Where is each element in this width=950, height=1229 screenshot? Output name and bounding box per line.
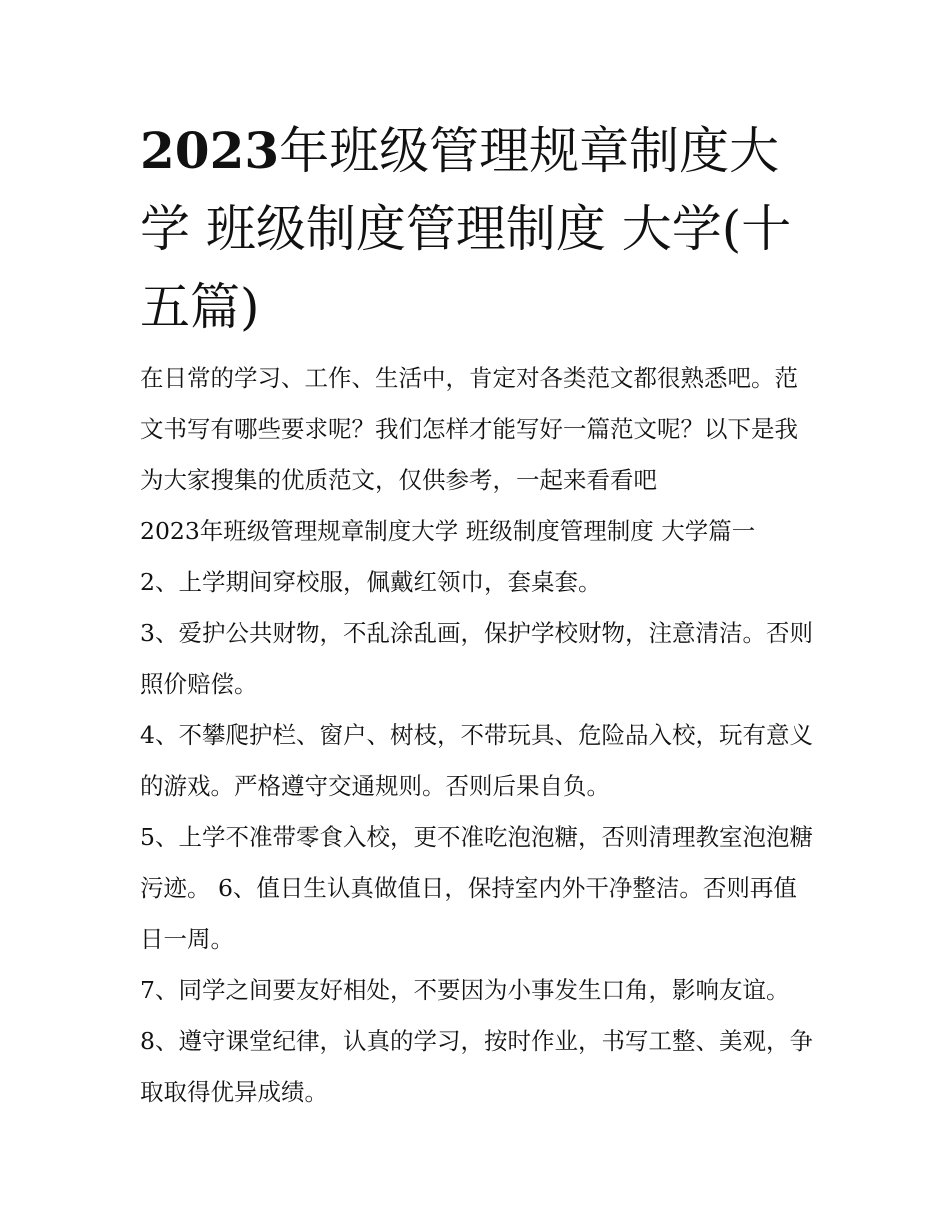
rule-item-2: 2、上学期间穿校服，佩戴红领巾，套桌套。 <box>140 568 602 596</box>
title-year: 2023 <box>140 121 280 180</box>
rule-item-7-8: 7、同学之间要友好相处，不要因为小事发生口角，影响友谊。 8、遵守课堂纪律，认真的学习，按时作业，书写工整、美观，争取取得优异成绩。 <box>140 976 813 1106</box>
document-body <box>140 353 820 1118</box>
document-title <box>140 112 820 346</box>
rule-item-3: 3、爱护公共财物，不乱涂乱画，保护学校财物，注意清洁。否则照价赔偿。 <box>140 619 813 698</box>
title-text: 年班级管理规章制度大学 班级制度管理制度 大学(十五篇) <box>140 122 792 336</box>
section-heading: 2023年班级管理规章制度大学 班级制度管理制度 大学篇一 <box>140 517 756 545</box>
rule-item-5-6: 5、上学不准带零食入校，更不准吃泡泡糖，否则清理教室泡泡糖污迹。 6、值日生认真做值日，保持室内外干净整洁。否则再值日一周。 <box>140 823 813 953</box>
intro-paragraph: 在日常的学习、工作、生活中，肯定对各类范文都很熟悉吧。范文书写有哪些要求呢？我们怎样才能写好一篇范文呢？以下是我为大家搜集的优质范文，仅供参考，一起来看看吧 <box>140 364 798 494</box>
rule-item-4: 4、不攀爬护栏、窗户、树枝，不带玩具、危险品入校，玩有意义的游戏。严格遵守交通规则。否则后果自负。 <box>140 721 813 800</box>
